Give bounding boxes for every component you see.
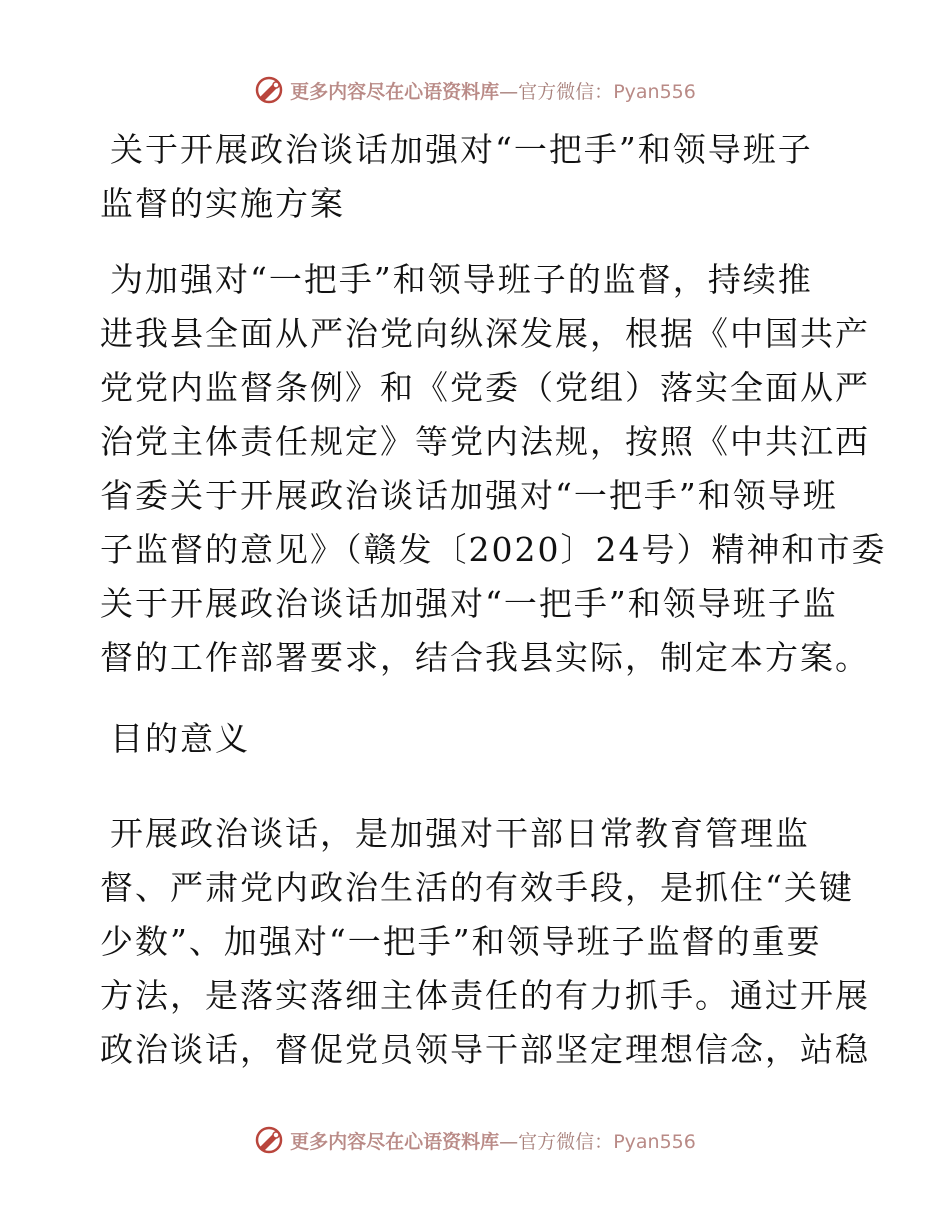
paragraph-line: 治党主体责任规定》等党内法规，按照《中共江西 — [100, 422, 870, 461]
header-banner — [0, 70, 950, 110]
paragraph-line: 开展政治谈话，是加强对干部日常教育管理监 — [110, 814, 810, 853]
section-heading — [100, 712, 860, 766]
banner-wechat-id: Pyan556 — [613, 1130, 696, 1153]
paragraph-line: 少数”、加强对“一把手”和领导班子监督的重要 — [100, 922, 822, 961]
paragraph-line: 政治谈话，督促党员领导干部坚定理想信念，站稳 — [100, 1030, 870, 1069]
paragraph-line: 督、严肃党内政治生活的有效手段，是抓住“关键 — [100, 868, 854, 907]
banner-text — [290, 77, 696, 104]
title-line: 关于开展政治谈话加强对“一把手”和领导班子 — [110, 130, 813, 169]
paragraph-line: 督的工作部署要求，结合我县实际，制定本方案。 — [100, 638, 870, 677]
paragraph-purpose — [100, 807, 870, 1077]
section-heading-text: 目的意义 — [110, 719, 250, 758]
banner-wechat-id: Pyan556 — [613, 80, 696, 103]
paragraph-line: 关于开展政治谈话加强对“一把手”和领导班子监 — [100, 584, 838, 623]
footer-banner — [0, 1120, 950, 1160]
pen-circle-logo-icon — [254, 1125, 284, 1155]
paragraph-line: 为加强对“一把手”和领导班子的监督，持续推 — [110, 260, 813, 299]
paragraph-line: 进我县全面从严治党向纵深发展，根据《中国共产 — [100, 314, 870, 353]
banner-main-text: 更多内容尽在心语资料库 — [290, 80, 500, 103]
pen-circle-logo-icon — [254, 75, 284, 105]
banner-main-text: 更多内容尽在心语资料库 — [290, 1130, 500, 1153]
paragraph-line: 省委关于开展政治谈话加强对“一把手”和领导班 — [100, 476, 838, 515]
banner-separator-text: —官方微信： — [499, 80, 614, 103]
title-line: 监督的实施方案 — [100, 184, 345, 223]
paragraph-line: 方法，是落实落细主体责任的有力抓手。通过开展 — [100, 976, 870, 1015]
document-title — [100, 123, 860, 231]
paragraph-line: 党党内监督条例》和《党委（党组）落实全面从严 — [100, 368, 870, 407]
banner-separator-text: —官方微信： — [499, 1130, 614, 1153]
banner-text — [290, 1127, 696, 1154]
paragraph-line: 子监督的意见》（赣发〔2020〕24号）精神和市委 — [100, 530, 887, 569]
paragraph-intro — [100, 253, 887, 685]
